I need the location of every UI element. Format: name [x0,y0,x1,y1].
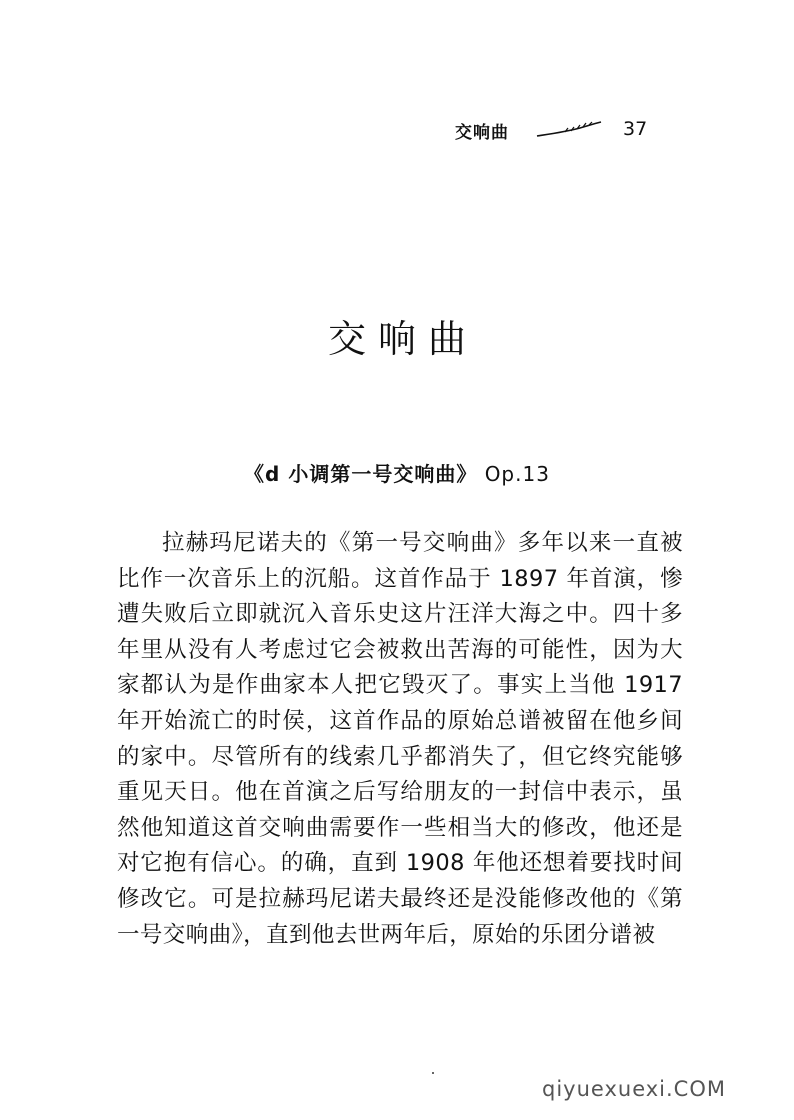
running-header [455,116,695,146]
flourish-ornament-icon [535,120,605,140]
section-title-opus: Op.13 [484,462,550,486]
body-paragraph: 拉赫玛尼诺夫的《第一号交响曲》多年以来一直被比作一次音乐上的沉船。这首作品于 1897 年首演，惨遭失败后立即就沉入音乐史这片汪洋大海之中。四十多年里从没有人考虑过它会被救出苦海的可能性，因为大家都认为是作曲家本人把它毁灭了。事实上当他 1917 年开始流亡的时侯，这首作品的原始总谱被留在他乡间的家中。尽管所有的线索几乎都消失了，但它终究能够重见天日。他在首演之后写给朋友的一封信中表示，虽然他知道这首交响曲需要作一些相当大的修改，他还是对它抱有信心。的确，直到 1908 年他还想着要找时间修改它。可是拉赫玛尼诺夫最终还是没能修改他的《第一号交响曲》，直到他去世两年后，原始的乐团分谱被 [117,530,683,948]
running-title: 交响曲 [455,123,509,143]
chapter-title: 交响曲 [327,317,478,362]
watermark: qiyuexuexi.COM [542,1077,726,1101]
section-title-work: 《d 小调第一号交响曲》 [244,462,478,486]
footer-dot [432,1072,434,1074]
page-number: 37 [623,118,648,140]
section-title [0,458,794,487]
